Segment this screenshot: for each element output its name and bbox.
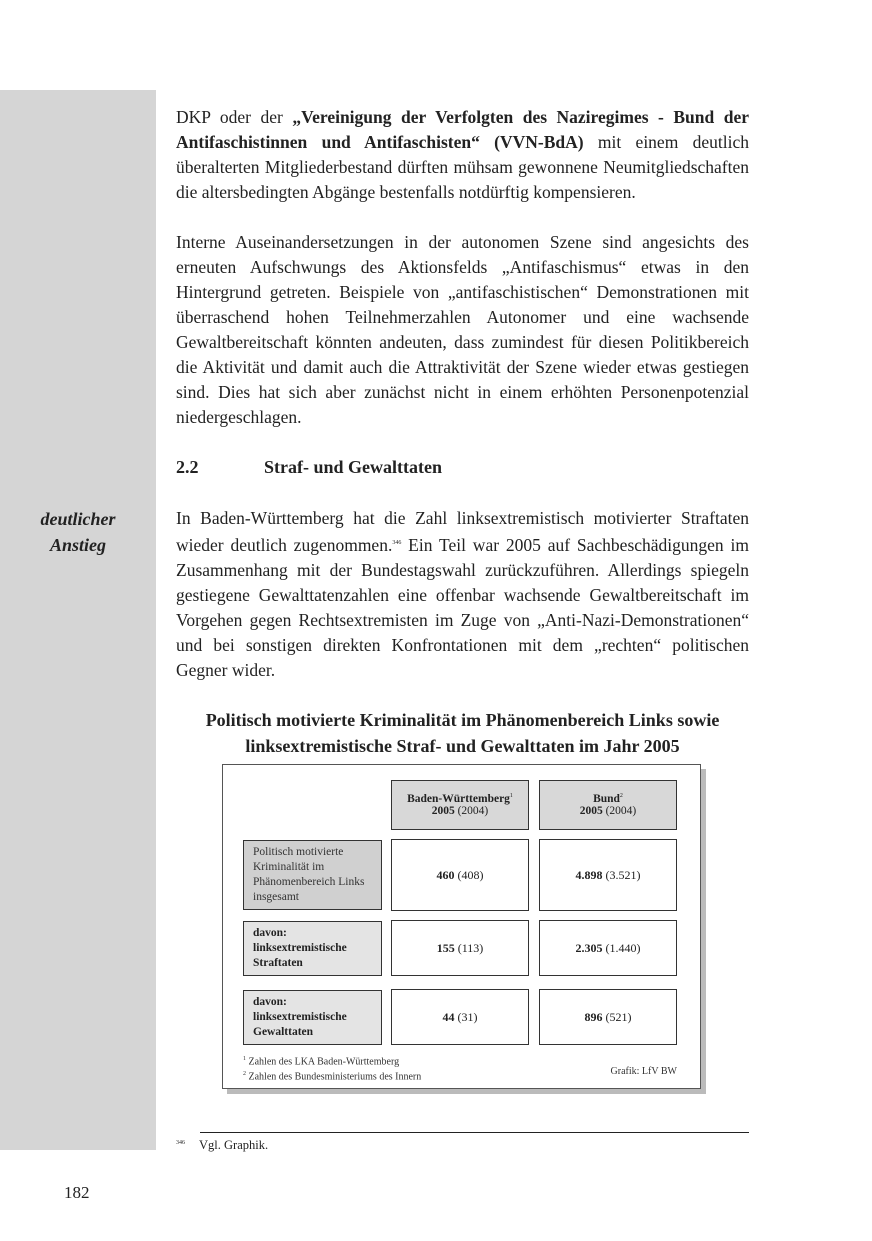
margin-note-line2: Anstieg [49, 535, 106, 555]
row-label-1 [243, 840, 382, 910]
cell-r1-bw-2005: 460 [436, 867, 455, 882]
row-label-1-text: Politisch motivierte Kriminalität im Phänomenbereich Links insgesamt [253, 846, 365, 903]
section-heading [176, 457, 442, 478]
margin-sidebar [0, 90, 156, 1150]
col-header-bund-sup: 2 [619, 793, 623, 800]
chart-title-line1: Politisch motivierte Kriminalität im Phänomenbereich Links sowie [205, 710, 720, 730]
cell-r3-bund [539, 989, 677, 1045]
cell-r2-bund [539, 920, 677, 976]
graphic-credit: Grafik: LfV BW [610, 1066, 677, 1077]
page-number: 182 [64, 1183, 90, 1202]
note-2-num: 2 [243, 1071, 246, 1078]
col-header-bund-year: 2005 [579, 805, 603, 817]
footnote-text: Vgl. Graphik. [199, 1138, 269, 1152]
col-header-bw-year: 2005 [431, 805, 455, 817]
note-1 [243, 1053, 421, 1068]
row-label-2-text: davon: linksextremistische Straftaten [253, 927, 347, 969]
note-2-text: Zahlen des Bundesministeriums des Innern [248, 1071, 422, 1083]
footnote-ref[interactable]: 346 [392, 540, 402, 546]
paragraph-1 [176, 105, 749, 205]
cell-r1-bund-2004: (3.521) [605, 867, 641, 882]
cell-r1-bw-2004: (408) [457, 867, 484, 882]
footnote-divider [200, 1132, 749, 1133]
cell-r1-bw [391, 839, 529, 911]
col-header-bw-sup: 1 [509, 793, 513, 800]
paragraph-2: Interne Auseinandersetzungen in der autonomen Szene sind angesichts des erneuten Aufschwungs des Aktionsfelds „Antifaschismus“ etwas in den Hintergrund getreten. Beispiele von „antifaschistischen“ Demonstrationen mit überraschend hohen Teilnehmerzahlen Autonomer und eine wachsende Gewaltbereitschaft könnten andeuten, dass zumindest für diesen Politikbereich die Aktivität und damit auch die Attraktivität der Szene wieder etwas gestiegen sind. Dies hat sich aber zunächst nicht in einem erhöhten Personenpotenzial niedergeschlagen. [176, 232, 749, 427]
row-label-3 [243, 990, 382, 1045]
note-1-text: Zahlen des LKA Baden-Württemberg [248, 1056, 400, 1068]
cell-r2-bw-2004: (113) [457, 940, 484, 955]
chart-title-line2: linksextremistische Straf- und Gewalttaten im Jahr 2005 [245, 736, 680, 756]
cell-r3-bund-2004: (521) [605, 1009, 632, 1024]
section-number: 2.2 [176, 457, 199, 477]
cell-r3-bw-2005: 44 [442, 1009, 455, 1024]
row-label-2 [243, 921, 382, 976]
chart-title [176, 707, 749, 759]
note-1-num: 1 [243, 1056, 246, 1062]
cell-r1-bund [539, 839, 677, 911]
footnote [176, 1138, 268, 1153]
body-text-2 [176, 506, 749, 683]
col-header-bw-prev: (2004) [457, 805, 489, 817]
cell-r1-bund-2005: 4.898 [575, 867, 603, 882]
cell-r3-bw [391, 989, 529, 1045]
statistics-table [222, 764, 701, 1089]
p3-pre: In Baden-Württemberg hat die Zahl linksextremistisch motivierter Straftaten wieder deutlich zugenommen. [176, 508, 749, 555]
col-header-bund [539, 780, 677, 830]
p1-pre: DKP oder der [176, 107, 293, 127]
col-header-bw [391, 780, 529, 830]
cell-r2-bw-2005: 155 [436, 940, 455, 955]
section-title: Straf- und Gewalttaten [264, 457, 442, 477]
p1-post: mit einem deutlich überalterten Mitgliederbestand dürften mühsam gewonnene Neumitgliedschaften die altersbedingten Abgänge bestenfalls notdürftig kompensieren. [176, 132, 749, 202]
margin-note-line1: deutlicher [40, 509, 116, 529]
footnote-number: 346 [176, 1139, 185, 1146]
cell-r2-bund-2005: 2.305 [575, 940, 603, 955]
margin-note [0, 506, 156, 558]
paragraph-3 [176, 506, 749, 683]
col-header-bund-prev: (2004) [605, 805, 637, 817]
p1-bold: „Vereinigung der Verfolgten des Naziregimes - Bund der Antifaschistinnen und Antifaschisten“ (VVN-BdA) [176, 107, 749, 152]
p3-post: Ein Teil war 2005 auf Sachbeschädigungen im Zusammenhang mit der Bundestagswahl zurückzuführen. Allerdings spiegeln gestiegene Gewalttatenzahlen eine offenbar wachsende Gewaltbereitschaft im Vorgehen gegen Rechtsextremisten im Zuge von „Anti-Nazi-Demonstrationen“ und bei sonstigen direkten Konfrontationen mit dem „rechten“ politischen Gegner wider. [176, 534, 749, 680]
col-header-bund-name: Bund [593, 793, 620, 805]
row-label-3-text: davon: linksextremistische Gewalttaten [253, 996, 347, 1038]
col-header-bw-name: Baden-Württemberg [407, 793, 510, 805]
cell-r2-bund-2004: (1.440) [605, 940, 641, 955]
note-2 [243, 1068, 421, 1083]
cell-r2-bw [391, 920, 529, 976]
body-text [176, 105, 749, 430]
table-notes [243, 1053, 421, 1084]
cell-r3-bund-2005: 896 [584, 1009, 603, 1024]
cell-r3-bw-2004: (31) [457, 1009, 478, 1024]
